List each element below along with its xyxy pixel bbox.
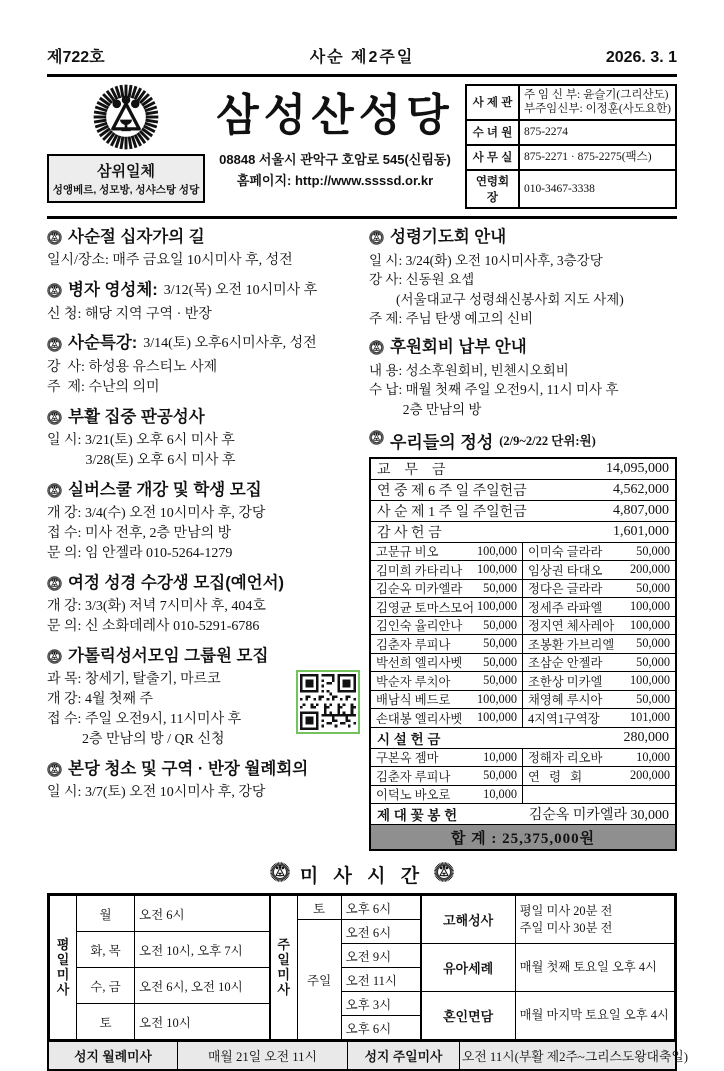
- offering-item-label: 감 사 헌 금: [377, 522, 442, 542]
- altar-flower-row: [371, 804, 675, 825]
- mass-times-table: [47, 893, 677, 1042]
- right-column: [369, 227, 677, 851]
- donor-name: 정다은 글라라: [528, 579, 602, 597]
- donor-amount: 50,000: [483, 581, 517, 596]
- section-title-rest: 3/12(목) 오전 10시미사 후: [164, 282, 317, 300]
- donor-cell: [523, 786, 675, 805]
- mass-day: 수, 금: [77, 968, 135, 1004]
- mass-time: 오전 11시: [341, 968, 420, 992]
- donor-name: 정지연 체사레아: [528, 616, 614, 634]
- altar-flower-label: 제 대 꽃 봉 헌: [377, 804, 457, 824]
- contact-value: [519, 85, 676, 120]
- donor-cell: [523, 767, 675, 786]
- donor-name: 이미숙 글라라: [528, 542, 602, 560]
- donor-amount: 50,000: [636, 581, 670, 596]
- donor-cell: [371, 672, 523, 691]
- donor-amount: 100,000: [477, 562, 517, 577]
- section-title: [47, 333, 360, 354]
- donor-cell: [523, 691, 675, 710]
- donor-cell: [371, 749, 523, 768]
- section-title: [47, 227, 360, 248]
- sacrament-desc-line: 평일 미사 20분 전: [520, 903, 670, 920]
- donor-amount: 100,000: [477, 692, 517, 707]
- section-bullet-icon: [369, 340, 384, 355]
- patron-box: [47, 154, 205, 203]
- divider: [47, 216, 677, 219]
- mass-time: 오전 6시, 오전 10시: [135, 968, 270, 1004]
- church-logo-icon: [93, 84, 159, 150]
- donor-name: 구본옥 젬마: [376, 748, 438, 766]
- section-title-text: 성령기도회 안내: [390, 227, 506, 248]
- donor-name: 김춘자 루피나: [376, 767, 450, 785]
- section-bullet-icon: [47, 410, 62, 425]
- donor-cell: [371, 654, 523, 673]
- contact-value: [519, 120, 676, 145]
- donor-cell: [523, 617, 675, 636]
- mass-title-icon: [434, 862, 454, 882]
- donor-cell: [371, 598, 523, 617]
- contact-row: [466, 145, 676, 170]
- section-line: 일 시: 3/7(토) 오전 10시미사 후, 강당: [47, 783, 360, 803]
- donor-name: 4지역1구역장: [528, 709, 600, 727]
- contact-line: 주 임 신 부: 윤슬기(그리산도): [524, 88, 671, 102]
- section-line: 2층 만남의 방: [369, 400, 677, 419]
- offering-item-amount: 1,601,000: [613, 524, 669, 540]
- facility-donor-list: [371, 749, 675, 805]
- mass-time: 오후 6시: [341, 1016, 420, 1040]
- announcement-section: [369, 227, 677, 328]
- donor-cell: [371, 543, 523, 562]
- donor-name: 박순자 루치아: [376, 672, 450, 690]
- mass-times-title-text: 미 사 시 간: [300, 861, 424, 888]
- donor-cell: [523, 598, 675, 617]
- sacrament-desc-line: 매월 첫째 토요일 오후 4시: [520, 959, 670, 976]
- mass-time: 오후 6시: [341, 896, 420, 920]
- section-line: (서울대교구 성령쇄신봉사회 지도 사제): [369, 290, 677, 309]
- donor-cell: [371, 561, 523, 580]
- donor-name: 박선희 엘리사벳: [376, 653, 462, 671]
- section-line: 2층 만남의 방 / QR 신청: [47, 730, 360, 750]
- qr-code: [296, 670, 360, 734]
- donor-cell: [371, 767, 523, 786]
- sunday-mass-label: 주일미사: [270, 896, 297, 1040]
- donor-name: 김춘자 루피나: [376, 635, 450, 653]
- offering-item-label: 연 중 제 6 주 일 주일헌금: [377, 480, 527, 500]
- facility-offering-label: 시 설 헌 금: [377, 728, 440, 748]
- patron-subtitle: 성앵베르, 성모방, 성샤스탕 성당: [51, 182, 201, 197]
- section-title: [47, 407, 360, 428]
- donor-amount: 10,000: [483, 750, 517, 765]
- shrine-mass-value: 매월 21일 오전 11시: [177, 1042, 347, 1069]
- donor-name: 임상권 타대오: [528, 561, 602, 579]
- announcement-section: [47, 646, 360, 750]
- donor-amount: 50,000: [483, 768, 517, 783]
- contact-line: 875-2274: [524, 125, 671, 139]
- donor-cell: [371, 786, 523, 805]
- mass-time: 오전 10시, 오후 7시: [135, 932, 270, 968]
- mass-title-icon: [270, 862, 290, 888]
- donor-amount: 100,000: [477, 710, 517, 725]
- section-line: 개 강: 3/3(화) 저녁 7시미사 후, 404호: [47, 597, 360, 617]
- donor-name: 김인숙 율리안나: [376, 616, 462, 634]
- section-bullet-icon: [47, 649, 62, 664]
- shrine-mass-label: 성지 주일미사: [347, 1042, 459, 1069]
- section-line: 개 강: 4월 첫째 주: [47, 690, 360, 710]
- church-logo-icon: [47, 84, 205, 150]
- announcement-section: [369, 337, 677, 419]
- donor-name: 배남식 베드로: [376, 690, 450, 708]
- donor-name: 정해자 리오바: [528, 748, 602, 766]
- announcement-section: [47, 759, 360, 803]
- donor-name: 김미희 카타리나: [376, 561, 462, 579]
- bulletin-date: 2026. 3. 1: [414, 49, 677, 67]
- mass-day: 토: [297, 896, 341, 920]
- donor-amount: 100,000: [477, 599, 517, 614]
- sunday-mass-table: [270, 895, 421, 1040]
- section-line: 내 용: 성소후원회비, 빈첸시오회비: [369, 361, 677, 380]
- weekday-mass-row: [50, 968, 270, 1004]
- sacrament-desc: [515, 896, 674, 944]
- section-line: 일 시: 3/21(토) 오후 6시 미사 후: [47, 431, 360, 451]
- section-line: 3/28(토) 오후 6시 미사 후: [47, 451, 360, 471]
- section-line: 주 제: 수난의 의미: [47, 378, 360, 398]
- mass-time: 오전 6시: [135, 896, 270, 932]
- donor-amount: 100,000: [630, 618, 670, 633]
- section-title: [47, 646, 360, 667]
- donor-name: 조봉환 가브리엘: [528, 635, 614, 653]
- section-title: [47, 480, 360, 501]
- offering-total: 합 계 : 25,375,000원: [371, 825, 675, 849]
- contact-line: 875-2271 · 875-2275(팩스): [524, 150, 671, 164]
- offering-item-amount: 4,562,000: [613, 482, 669, 498]
- donor-amount: 50,000: [636, 655, 670, 670]
- offering-title: 우리들의 정성: [390, 428, 493, 453]
- section-title-text: 본당 청소 및 구역 · 반장 월례회의: [68, 759, 308, 780]
- announcement-section: [47, 407, 360, 471]
- contact-label: 사 제 관: [466, 85, 519, 120]
- contact-row: [466, 170, 676, 208]
- announcement-section: [47, 480, 360, 564]
- sacrament-info-row: [421, 896, 674, 944]
- donor-amount: 50,000: [636, 636, 670, 651]
- masthead: [47, 84, 677, 209]
- contact-row: [466, 120, 676, 145]
- offering-item-amount: 4,807,000: [613, 503, 669, 519]
- weekday-mass-row: [50, 1004, 270, 1040]
- offering-summary-row: [371, 459, 675, 480]
- weekday-mass-label: 평일미사: [50, 896, 77, 1040]
- section-line: 문 의: 임 안젤라 010-5264-1279: [47, 544, 360, 564]
- donor-cell: [523, 749, 675, 768]
- weekday-mass-row: [50, 932, 270, 968]
- section-line: 신 청: 해당 지역 구역 · 반장: [47, 305, 360, 325]
- section-title-text: 실버스쿨 개강 및 학생 모집: [68, 480, 262, 501]
- offering-item-amount: 14,095,000: [606, 461, 669, 477]
- donor-amount: 50,000: [483, 673, 517, 688]
- announcement-section: [47, 333, 360, 397]
- sacrament-desc-line: 매월 마지막 토요일 오후 4시: [520, 1007, 670, 1024]
- contact-value: [519, 170, 676, 208]
- qr-code-image: [300, 674, 356, 730]
- section-title: [47, 573, 360, 594]
- section-title-text: 사순특강:: [68, 333, 137, 354]
- donor-amount: 10,000: [483, 787, 517, 802]
- section-line: 강 사: 하성용 유스티노 사제: [47, 358, 360, 378]
- facility-offering-row: [371, 728, 675, 749]
- section-title: [47, 759, 360, 780]
- section-line: 일 시: 3/24(화) 오전 10시미사후, 3층강당: [369, 251, 677, 270]
- announcement-section: [47, 573, 360, 637]
- donor-amount: 200,000: [630, 562, 670, 577]
- donor-amount: 50,000: [483, 655, 517, 670]
- contact-label: 연령회장: [466, 170, 519, 208]
- section-line: 문 의: 신 소화데레사 010-5291-6786: [47, 617, 360, 637]
- donor-cell: [371, 617, 523, 636]
- donor-cell: [523, 543, 675, 562]
- church-address: 08848 서울시 관악구 호암로 545(신림동): [209, 149, 461, 168]
- contact-label: 사 무 실: [466, 145, 519, 170]
- section-title-text: 여정 성경 수강생 모집(예언서): [68, 573, 284, 594]
- section-title: [369, 227, 677, 248]
- section-line: 접 수: 미사 전후, 2층 만남의 방: [47, 524, 360, 544]
- donor-name: 조삼순 안젤라: [528, 653, 602, 671]
- section-line: 주 제: 주님 탄생 예고의 신비: [369, 309, 677, 328]
- mass-day: 월: [77, 896, 135, 932]
- donor-name: 조한상 미카엘: [528, 672, 602, 690]
- section-line: 과 목: 창세기, 탈출기, 마르코: [47, 670, 360, 690]
- announcement-section: [47, 227, 360, 271]
- donor-amount: 50,000: [483, 636, 517, 651]
- offering-table: [369, 457, 677, 852]
- mass-time: 오전 10시: [135, 1004, 270, 1040]
- donor-cell: [523, 561, 675, 580]
- section-bullet-icon: [47, 230, 62, 245]
- donor-name: 고문규 비오: [376, 542, 438, 560]
- section-line: 수 납: 매월 첫째 주일 오전9시, 11시 미사 후: [369, 380, 677, 399]
- shrine-mass-row: [47, 1042, 677, 1071]
- donor-amount: 50,000: [636, 692, 670, 707]
- donor-amount: 100,000: [630, 599, 670, 614]
- issue-number: 제722호: [47, 44, 310, 67]
- sacrament-desc: [515, 944, 674, 992]
- donor-name: 김영균 토마스모어: [376, 598, 474, 616]
- divider: [47, 74, 677, 77]
- shrine-mass-value: 오전 11시(부활 제2주~그리스도왕대축일): [459, 1042, 690, 1069]
- donor-amount: 101,000: [630, 710, 670, 725]
- section-title-text: 사순절 십자가의 길: [68, 227, 205, 248]
- section-title-rest: 3/14(토) 오후6시미사후, 성전: [143, 335, 316, 353]
- contact-label: 수 녀 원: [466, 120, 519, 145]
- offering-summary-row: [371, 522, 675, 543]
- section-title-text: 후원회비 납부 안내: [390, 337, 527, 358]
- section-title: [47, 280, 360, 301]
- donor-amount: 100,000: [630, 673, 670, 688]
- sacrament-label: 고해성사: [421, 896, 515, 944]
- mass-times-title: [47, 861, 677, 888]
- offering-header: [369, 428, 677, 453]
- section-bullet-icon: [47, 762, 62, 777]
- liturgical-week-title: 사순 제2주일: [310, 44, 415, 67]
- section-title: [369, 337, 677, 358]
- offering-item-label: 교 무 금: [377, 459, 446, 479]
- donor-name: 연 령 회: [528, 767, 582, 785]
- section-title-text: 병자 영성체:: [68, 280, 158, 301]
- contact-row: [466, 85, 676, 120]
- section-line: 접 수: 주일 오전9시, 11시미사 후: [47, 710, 360, 730]
- donor-cell: [523, 580, 675, 599]
- section-bullet-icon: [47, 337, 62, 352]
- donor-name: 정세주 라파엘: [528, 598, 602, 616]
- left-column: [47, 227, 360, 851]
- offering-summary-row: [371, 501, 675, 522]
- section-line: 일시/장소: 매주 금요일 10시미사 후, 성전: [47, 251, 360, 271]
- altar-flower-value: 김순옥 미카엘라 30,000: [529, 804, 669, 824]
- weekday-mass-row: [50, 896, 270, 932]
- contact-line: 부주임신부: 이정훈(사도요한): [524, 102, 671, 116]
- facility-offering-total: 280,000: [624, 730, 670, 746]
- sacrament-info-table: [421, 895, 675, 1040]
- section-bullet-icon: [369, 430, 384, 445]
- mass-day: 화, 목: [77, 932, 135, 968]
- offering-item-label: 사 순 제 1 주 일 주일헌금: [377, 501, 527, 521]
- patron-title: 삼위일체: [51, 160, 201, 181]
- donor-amount: 50,000: [636, 544, 670, 559]
- sacrament-desc-line: 주일 미사 30분 전: [520, 920, 670, 937]
- announcement-columns: [47, 227, 677, 851]
- section-title-text: 가톨릭성서모임 그룹원 모집: [68, 646, 268, 667]
- shrine-mass-label: 성지 월례미사: [49, 1042, 177, 1069]
- sacrament-label: 유아세례: [421, 944, 515, 992]
- mass-title-icon: [270, 862, 290, 882]
- mass-day: 토: [77, 1004, 135, 1040]
- donor-name: 채영혜 루시아: [528, 690, 602, 708]
- mass-time: 오후 3시: [341, 992, 420, 1016]
- donor-list: [371, 543, 675, 728]
- donor-amount: 100,000: [477, 544, 517, 559]
- section-title-text: 부활 집중 판공성사: [68, 407, 205, 428]
- donor-cell: [371, 709, 523, 728]
- sacrament-label: 혼인면담: [421, 992, 515, 1040]
- offering-period: (2/9~2/22 단위:원): [499, 431, 596, 449]
- announcement-section: [47, 280, 360, 324]
- mass-day: 주일: [297, 920, 341, 1040]
- sacrament-info-row: [421, 944, 674, 992]
- mass-title-icon: [434, 862, 454, 888]
- sacrament-desc: [515, 992, 674, 1040]
- donor-cell: [371, 635, 523, 654]
- donor-amount: 50,000: [483, 618, 517, 633]
- mass-time: 오전 9시: [341, 944, 420, 968]
- section-line: 개 강: 3/4(수) 오전 10시미사 후, 강당: [47, 504, 360, 524]
- contact-value: [519, 145, 676, 170]
- contact-table: [465, 84, 677, 209]
- weekday-mass-table: [49, 895, 270, 1040]
- donor-name: 손대봉 엘리사벳: [376, 709, 462, 727]
- sacrament-info-row: [421, 992, 674, 1040]
- donor-name: 이덕노 바오로: [376, 785, 450, 803]
- section-bullet-icon: [369, 430, 384, 450]
- masthead-left: [47, 84, 205, 203]
- bulletin-header: [47, 44, 677, 67]
- section-bullet-icon: [369, 230, 384, 245]
- section-bullet-icon: [47, 483, 62, 498]
- donor-amount: 200,000: [630, 768, 670, 783]
- donor-cell: [523, 654, 675, 673]
- section-bullet-icon: [47, 576, 62, 591]
- donor-cell: [371, 691, 523, 710]
- sunday-mass-row: [270, 896, 420, 920]
- donor-name: 김순옥 미카엘라: [376, 579, 462, 597]
- donor-cell: [371, 580, 523, 599]
- donor-cell: [523, 672, 675, 691]
- church-name: 삼성산성당: [209, 92, 461, 140]
- masthead-center: [209, 84, 461, 189]
- section-line: 강 사: 신동원 요셉: [369, 270, 677, 289]
- section-bullet-icon: [47, 283, 62, 298]
- donor-cell: [523, 709, 675, 728]
- mass-time: 오전 6시: [341, 920, 420, 944]
- contact-line: 010-3467-3338: [524, 182, 671, 196]
- offering-summary-row: [371, 480, 675, 501]
- donor-cell: [523, 635, 675, 654]
- church-homepage: 홈페이지: http://www.ssssd.or.kr: [209, 170, 461, 189]
- donor-amount: 10,000: [636, 750, 670, 765]
